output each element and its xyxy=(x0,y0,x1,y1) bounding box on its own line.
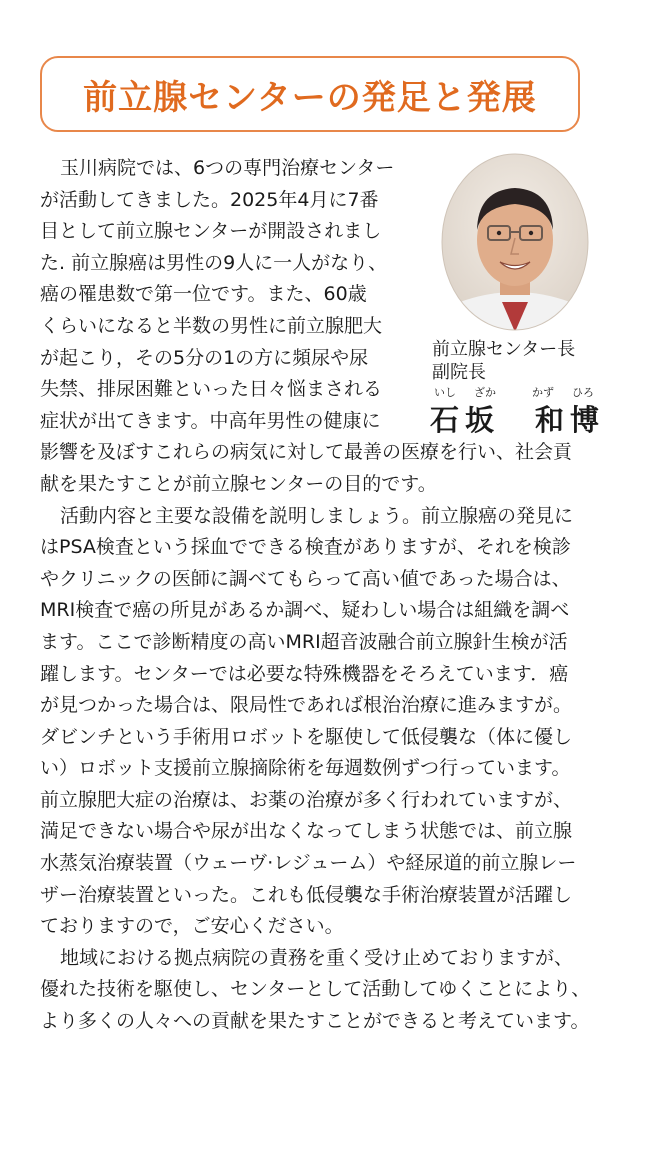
text-line: くらいになると半数の男性に前立腺肥大 xyxy=(40,314,383,337)
text-line: 癌の罹患数で第一位です。また、60歳 xyxy=(40,283,367,306)
text-line: 献を果たすことが前立腺センターの目的です。 xyxy=(40,472,437,495)
text-line: 玉川病院では、6つの専門治療センター xyxy=(60,157,395,179)
text-line: 水蒸気治療装置（ウェーヴ·レジューム）や経尿道的前立腺レー xyxy=(40,852,577,875)
text-line: 優れた技術を駆使し、センターとして活動してゆくことにより、 xyxy=(40,978,591,1001)
text-line: ダビンチという手術用ロボットを駆使して低侵襲な（体に優し xyxy=(40,725,573,748)
text-line: 活動内容と主要な設備を説明しましょう。前立腺癌の発見に xyxy=(60,504,574,527)
text-line: ザー治療装置といった。これも低侵襲な手術治療装置が活躍し xyxy=(40,883,573,906)
ruby-kazu: かず xyxy=(532,386,554,399)
ruby-hiro: ひろ xyxy=(572,386,594,399)
person-name: 石坂 和博 xyxy=(430,403,606,437)
text-line: が活動してきました。2025年4月に7番 xyxy=(40,188,379,211)
title-box xyxy=(40,56,580,132)
paragraph-1 xyxy=(40,153,596,501)
paragraph-2 xyxy=(40,501,596,943)
ruby-zaka: ざか xyxy=(474,386,496,399)
text-line: が見つかった場合は、限局性であれば根治治療に進みますが。 xyxy=(40,694,573,717)
paragraph-3 xyxy=(40,943,596,1038)
text-line: 地域における拠点病院の責務を重く受け止めておりますが、 xyxy=(60,946,574,969)
text-line: 前立腺肥大症の治療は、お薬の治療が多く行われていますが、 xyxy=(40,788,573,811)
text-line: MRI検査で癌の所見があるか調べ、疑わしい場合は組織を調べ xyxy=(40,599,570,622)
text-line: 躍します。センターでは必要な特殊機器をそろえています．癌 xyxy=(40,662,569,685)
text-line: 満足できない場合や尿が出なくなってしまう状態では、前立腺 xyxy=(40,820,573,843)
text-line: より多くの人々への貢献を果たすことができると考えています。 xyxy=(40,1010,590,1033)
text-line: 目として前立腺センターが開設されまし xyxy=(40,220,382,243)
text-line: ます。ここで診断精度の高いMRI超音波融合前立腺針生検が活 xyxy=(40,630,568,653)
page-title: 前立腺センターの発足と発展 xyxy=(83,77,537,118)
text-line: い）ロボット支援前立腺摘除術を毎週数例ずつ行っています。 xyxy=(40,757,571,780)
text-line: ておりますので，ご安心ください。 xyxy=(40,915,344,938)
article-body xyxy=(40,153,596,1038)
text-line: 影響を及ぼすこれらの病気に対して最善の医療を行い、社会貢 xyxy=(40,441,573,464)
text-line: た. 前立腺癌は男性の9人に一人がなり、 xyxy=(40,251,388,274)
text-line: 症状が出てきます。中高年男性の健康に xyxy=(40,409,381,432)
text-line: が起こり，その5分の1の方に頻尿や尿 xyxy=(40,346,369,369)
ruby-ishi: いし xyxy=(434,386,456,399)
text-line: 失禁、排尿困難といった日々悩まされる xyxy=(40,378,383,401)
text-line: やクリニックの医師に調べてもらって高い値であった場合は、 xyxy=(40,567,571,590)
text-line: はPSA検査という採血でできる検査がありますが、それを検診 xyxy=(40,536,571,559)
person-title-vice-director: 副院長 xyxy=(432,362,486,383)
person-title-center-head: 前立腺センター長 xyxy=(432,339,576,360)
